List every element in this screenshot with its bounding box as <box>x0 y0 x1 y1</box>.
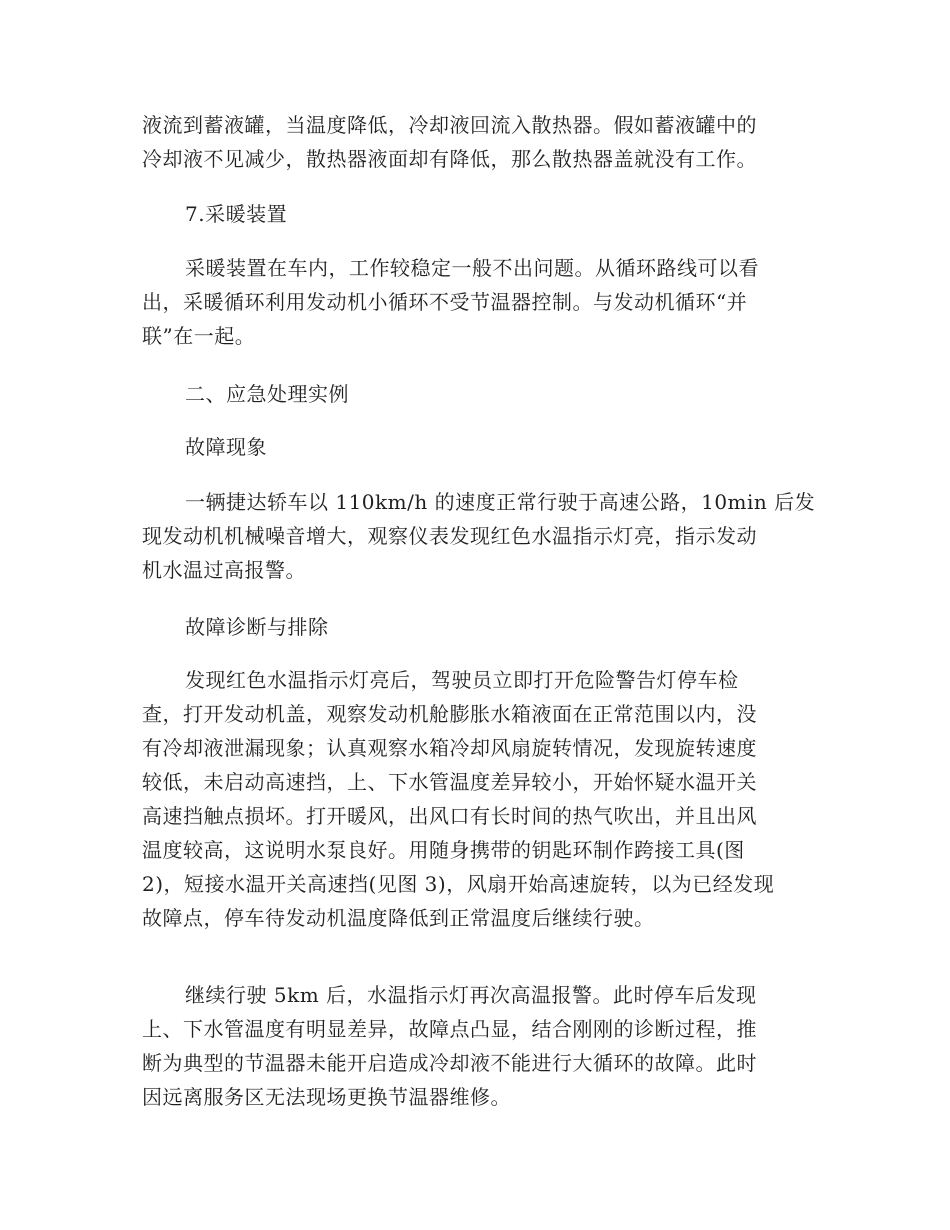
heading-fault-phenomenon <box>142 430 810 464</box>
heading-text: 7.采暖装置 <box>185 202 288 226</box>
text-line: 采暖装置在车内，工作较稳定一般不出问题。从循环路线可以看 <box>185 256 759 280</box>
subheading-text: 故障诊断与排除 <box>185 615 329 639</box>
section-heading-emergency <box>142 377 810 411</box>
heading-diagnosis <box>142 610 810 644</box>
text-line: 2)，短接水温开关高速挡(见图 3)，风扇开始高速旋转，以为已经发现 <box>142 872 775 896</box>
paragraph-diagnosis-1 <box>142 663 810 935</box>
text-line: 高速挡触点损坏。打开暖风，出风口有长时间的热气吹出，并且出风 <box>142 804 757 828</box>
subheading-text: 故障现象 <box>185 435 267 459</box>
text-line: 故障点，停车待发动机温度降低到正常温度后继续行驶。 <box>142 906 655 930</box>
paragraph-heating <box>142 251 810 353</box>
text-line: 冷却液不见减少，散热器液面却有降低，那么散热器盖就没有工作。 <box>142 147 757 171</box>
text-line: 液流到蓄液罐，当温度降低，冷却液回流入散热器。假如蓄液罐中的 <box>142 113 757 137</box>
text-line: 因远离服务区无法现场更换节温器维修。 <box>142 1085 511 1109</box>
text-line: 机水温过高报警。 <box>142 558 306 582</box>
text-line: 一辆捷达轿车以 110km/h 的速度正常行驶于高速公路，10min 后发 <box>185 490 816 514</box>
text-line: 较低，未启动高速挡，上、下水管温度差异较小，开始怀疑水温开关 <box>142 770 757 794</box>
text-line: 发现红色水温指示灯亮后，驾驶员立即打开危险警告灯停车检 <box>185 668 739 692</box>
text-line: 有冷却液泄漏现象；认真观察水箱冷却风扇旋转情况，发现旋转速度 <box>142 736 757 760</box>
text-line: 现发动机机械噪音增大，观察仪表发现红色水温指示灯亮，指示发动 <box>142 524 757 548</box>
text-line: 联”在一起。 <box>142 324 256 348</box>
text-line: 查，打开发动机盖，观察发动机舱膨胀水箱液面在正常范围以内，没 <box>142 702 757 726</box>
paragraph-radiator-continuation <box>142 108 810 176</box>
paragraph-fault-phenomenon <box>142 485 816 587</box>
section-title: 二、应急处理实例 <box>185 382 349 406</box>
text-line: 温度较高，这说明水泵良好。用随身携带的钥匙环制作跨接工具(图 <box>142 838 745 862</box>
text-line: 继续行驶 5km 后，水温指示灯再次高温报警。此时停车后发现 <box>185 983 757 1007</box>
paragraph-diagnosis-2 <box>142 978 810 1114</box>
heading-heating-device <box>142 197 810 231</box>
text-line: 出，采暖循环利用发动机小循环不受节温器控制。与发动机循环“并 <box>142 290 748 314</box>
text-line: 断为典型的节温器未能开启造成冷却液不能进行大循环的故障。此时 <box>142 1051 757 1075</box>
text-line: 上、下水管温度有明显差异，故障点凸显，结合刚刚的诊断过程，推 <box>142 1017 757 1041</box>
